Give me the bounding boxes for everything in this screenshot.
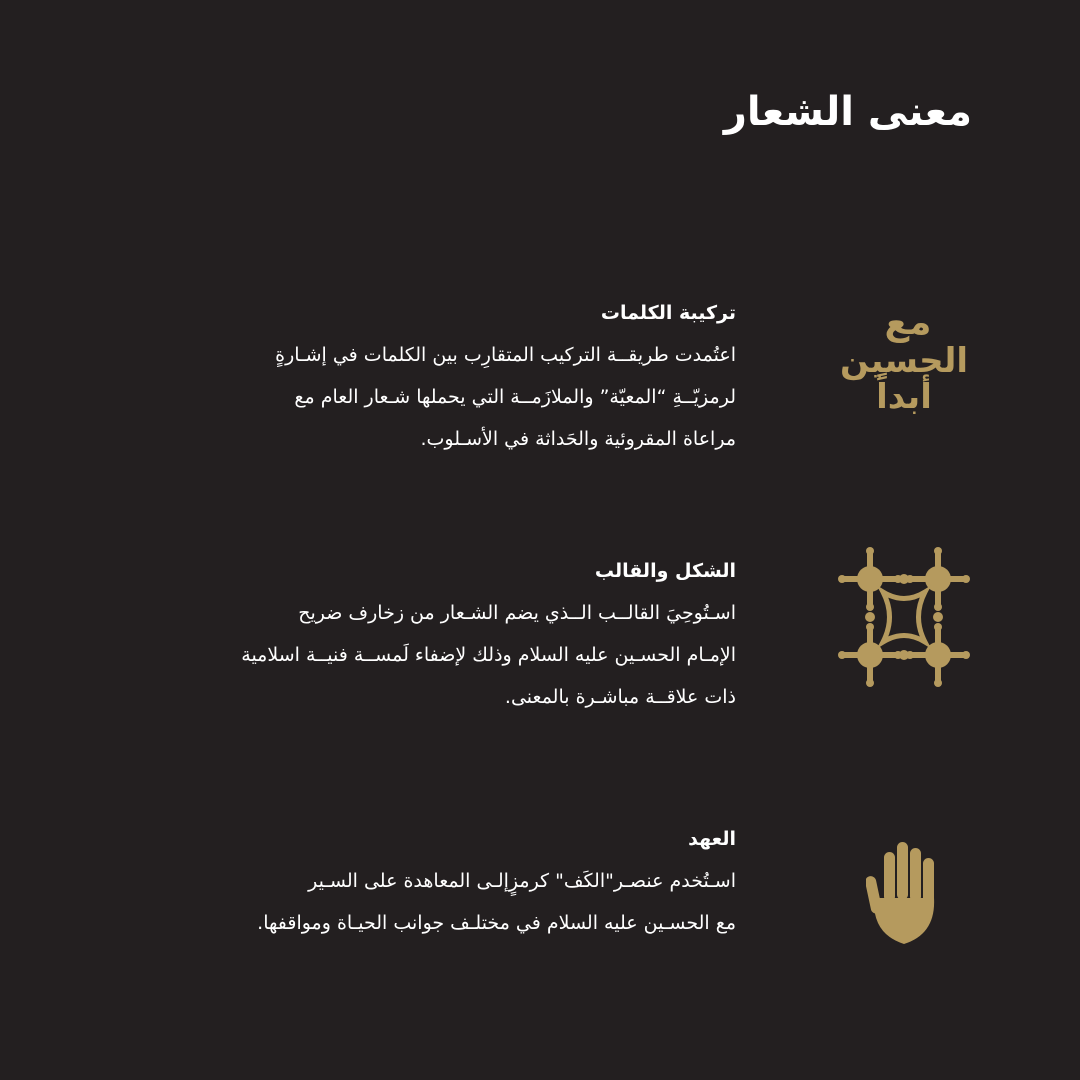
section-text-line: اسـتُخدم عنصـر"الكَف" كرمزٍإلـى المعاهدة على السـير [308,870,736,892]
section-text-line: لرمزيّــةِ “المعيّة” والملازَمــة التي يحملها شـعار العام مع [294,386,736,408]
page-title: معنى الشعار [723,89,972,135]
section-shape-template [96,556,736,718]
calligraphy-logo-icon [832,294,976,416]
section-text-line: الإمـام الحسـين عليه السلام وذلك لإضفاء لَمســة فنيــة اسلامية [241,644,736,666]
logo-text-line: مع [884,302,932,343]
hand-palm-icon [866,840,942,946]
section-heading: الشكل والقالب [594,560,736,582]
section-word-composition [96,298,736,460]
section-text-line: اعتُمدت طريقــة التركيب المتقارِب بين الكلمات في إشـارةٍ [275,344,736,366]
shrine-pattern-icon [832,545,976,689]
section-text-line: ذات علاقــة مباشـرة بالمعنى. [504,686,736,708]
section-text-line: مع الحسـين عليه السلام في مختلـف جوانب الحيـاة ومواقفها. [257,912,736,934]
section-heading: تركيبة الكلمات [600,302,736,324]
logo-text-line: أبداً [876,377,932,416]
section-heading: العهد [688,828,736,850]
section-covenant [96,824,736,944]
section-text-line: اسـتُوحِيَ القالــب الــذي يضم الشـعار من زخارف ضريح [298,602,736,624]
section-text-line: مراعاة المقروئية والحَداثة في الأسـلوب. [420,428,736,450]
logo-text-line: الحسين [840,341,968,381]
